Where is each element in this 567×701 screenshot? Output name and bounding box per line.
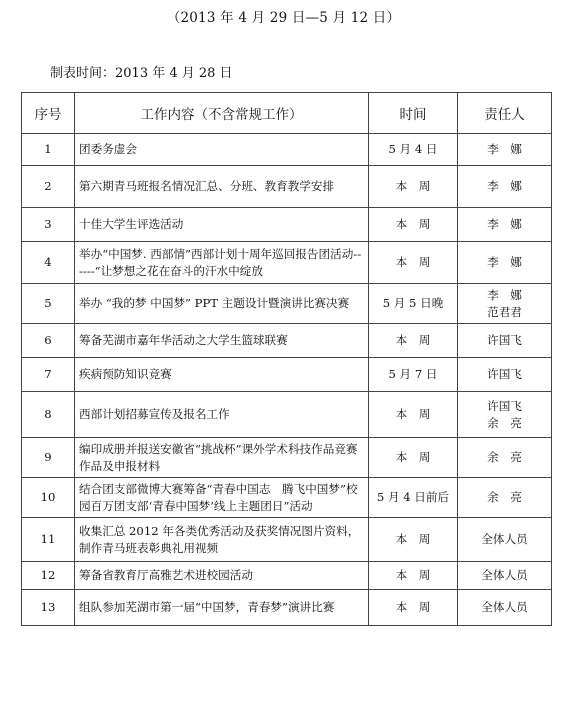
person-name: 李 娜 <box>487 217 522 231</box>
row-task: 举办“中国梦. 西部情”西部计划十周年巡回报告团活动------“让梦想之花在奋斗的汗水中绽放 <box>75 242 369 284</box>
row-task: 收集汇总 2012 年各类优秀活动及获奖情况图片资料，制作青马班表彰典礼用视频 <box>75 518 369 562</box>
row-person <box>458 392 552 438</box>
table-row <box>22 358 552 392</box>
row-number: 12 <box>22 562 75 590</box>
table-header-row <box>22 93 552 134</box>
row-time: 5 月 4 日 <box>369 134 458 166</box>
row-task: 西部计划招募宣传及报名工作 <box>75 392 369 438</box>
row-person <box>458 242 552 284</box>
row-number: 13 <box>22 590 75 626</box>
person-name: 全体人员 <box>481 568 528 582</box>
table-row <box>22 562 552 590</box>
person-name: 许国飞 <box>487 398 522 413</box>
row-person <box>458 562 552 590</box>
table-row <box>22 284 552 324</box>
table-row <box>22 242 552 284</box>
row-task: 举办 “我的梦 中国梦” PPT 主题设计暨演讲比赛决赛 <box>75 284 369 324</box>
person-name: 许国飞 <box>487 367 522 381</box>
row-person <box>458 284 552 324</box>
table-row <box>22 518 552 562</box>
row-task: 编印成册并报送安徽省“挑战杯”课外学术科技作品竞赛作品及申报材料 <box>75 438 369 478</box>
row-task: 结合团支部微博大赛筹备“青春中国志 腾飞中国梦”校园百万团支部‘青春中国梦’线上主题团日”活动 <box>75 478 369 518</box>
row-number: 7 <box>22 358 75 392</box>
person-name: 李 娜 <box>487 287 522 302</box>
row-person <box>458 134 552 166</box>
table-row <box>22 392 552 438</box>
row-number: 8 <box>22 392 75 438</box>
person-name: 全体人员 <box>481 532 528 546</box>
row-task: 第六期青马班报名情况汇总、分班、教育教学安排 <box>75 166 369 208</box>
table-row <box>22 324 552 358</box>
row-task: 组队参加芜湖市第一届“中国梦，青春梦”演讲比赛 <box>75 590 369 626</box>
row-task: 疾病预防知识竞赛 <box>75 358 369 392</box>
row-number: 5 <box>22 284 75 324</box>
person-name: 李 娜 <box>487 142 522 156</box>
row-task: 筹备芜湖市嘉年华活动之大学生篮球联赛 <box>75 324 369 358</box>
table-row <box>22 166 552 208</box>
row-person <box>458 166 552 208</box>
table-row <box>22 134 552 166</box>
row-number: 10 <box>22 478 75 518</box>
table-row <box>22 478 552 518</box>
row-person <box>458 358 552 392</box>
row-number: 1 <box>22 134 75 166</box>
row-time: 本 周 <box>369 324 458 358</box>
row-time: 5 月 5 日晚 <box>369 284 458 324</box>
row-time: 本 周 <box>369 438 458 478</box>
row-person <box>458 518 552 562</box>
row-person <box>458 438 552 478</box>
row-time: 5 月 7 日 <box>369 358 458 392</box>
row-number: 3 <box>22 208 75 242</box>
row-number: 2 <box>22 166 75 208</box>
row-number: 4 <box>22 242 75 284</box>
row-person <box>458 208 552 242</box>
row-time: 本 周 <box>369 242 458 284</box>
row-person <box>458 324 552 358</box>
header-person: 责任人 <box>458 93 552 134</box>
person-name: 全体人员 <box>481 600 528 614</box>
row-time: 本 周 <box>369 392 458 438</box>
row-time: 本 周 <box>369 562 458 590</box>
row-task: 筹备省教育厅高雅艺术进校园活动 <box>75 562 369 590</box>
table-row <box>22 208 552 242</box>
row-number: 9 <box>22 438 75 478</box>
table-row <box>22 590 552 626</box>
person-name: 李 娜 <box>487 255 522 269</box>
row-number: 6 <box>22 324 75 358</box>
row-number: 11 <box>22 518 75 562</box>
header-task: 工作内容（不含常规工作） <box>75 93 369 134</box>
row-person <box>458 478 552 518</box>
person-name: 余 亮 <box>487 490 522 504</box>
header-num: 序号 <box>22 93 75 134</box>
table-body <box>22 134 552 626</box>
row-time: 本 周 <box>369 590 458 626</box>
person-name: 范君君 <box>487 304 522 319</box>
person-name: 许国飞 <box>487 333 522 347</box>
row-task: 十佳大学生评选活动 <box>75 208 369 242</box>
person-name: 余 亮 <box>487 450 522 464</box>
row-time: 本 周 <box>369 166 458 208</box>
row-time: 本 周 <box>369 518 458 562</box>
row-time: 5 月 4 日前后 <box>369 478 458 518</box>
table-row <box>22 438 552 478</box>
person-name: 余 亮 <box>487 415 522 430</box>
work-schedule-table <box>21 92 552 626</box>
row-time: 本 周 <box>369 208 458 242</box>
row-task: 团委务虚会 <box>75 134 369 166</box>
person-name: 李 娜 <box>487 179 522 193</box>
row-person <box>458 590 552 626</box>
header-time: 时间 <box>369 93 458 134</box>
made-time-label: 制表时间：2013 年 4 月 28 日 <box>50 66 233 81</box>
date-range-title: （2013 年 4 月 29 日—5 月 12 日） <box>166 10 401 26</box>
